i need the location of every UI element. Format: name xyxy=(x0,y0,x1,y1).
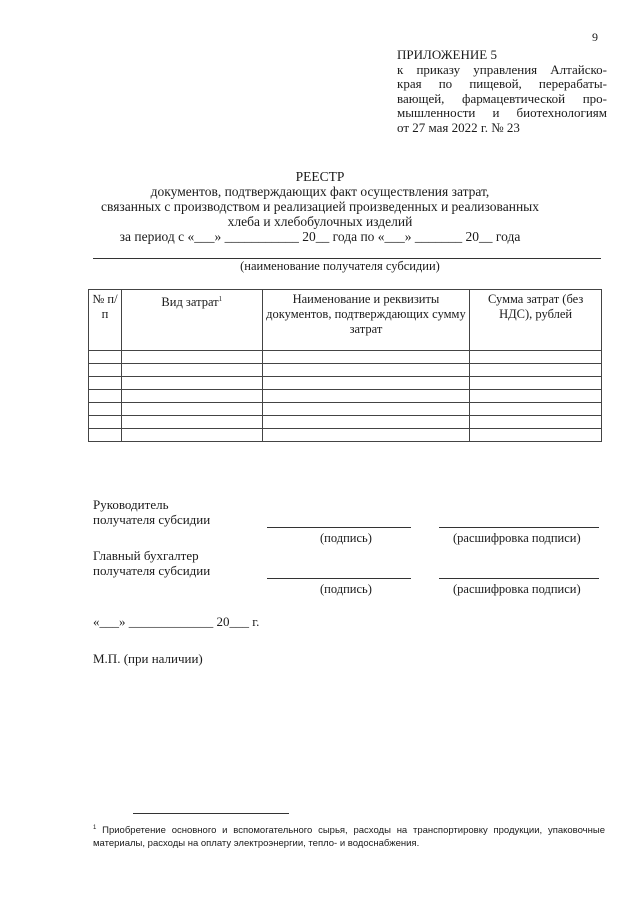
title-line: связанных с производством и реализацией произведенных и реализованных xyxy=(101,199,539,214)
head-label xyxy=(93,497,210,527)
appendix-line: края по пищевой, перерабаты- xyxy=(397,76,607,91)
table-header-row xyxy=(89,290,602,351)
stamp-label: М.П. (при наличии) xyxy=(93,651,203,666)
document-title xyxy=(0,169,640,244)
date-line: «___» _____________ 20___ г. xyxy=(93,614,260,629)
appendix-title: ПРИЛОЖЕНИЕ 5 xyxy=(397,47,497,62)
col-expense-type-label: Вид затрат xyxy=(161,295,219,310)
signature-caption: (подпись) xyxy=(320,531,372,545)
recipient-caption: (наименование получателя субсидии) xyxy=(240,259,440,273)
head-signature-line xyxy=(267,527,411,528)
appendix-line: вающей, фармацевтической про- xyxy=(397,90,607,106)
title-line: хлеба и хлебобулочных изделий xyxy=(227,214,413,229)
col-number-header: № п/п xyxy=(89,290,122,351)
table-row xyxy=(89,364,602,377)
table-row xyxy=(89,416,602,429)
col-documents-header: Наименование и реквизиты документов, подтверждающих сумму затрат xyxy=(262,290,470,351)
head-decryption-line xyxy=(439,527,599,528)
accountant-signature-line xyxy=(267,578,411,579)
title-heading: РЕЕСТР xyxy=(295,169,345,184)
head-label-line: Руководитель xyxy=(93,497,169,512)
appendix-block xyxy=(397,48,607,135)
accountant-label-line: Главный бухгалтер xyxy=(93,548,199,563)
footnote-text: Приобретение основного и вспомогательного сырья, расходы на транспортировку продукции, упаковочные материалы, расходы на оплату электроэнергии, тепло- и водоснабжения. xyxy=(93,825,605,850)
accountant-label xyxy=(93,548,210,578)
page-number: 9 xyxy=(592,30,598,44)
col-amount-header: Сумма затрат (без НДС), рублей xyxy=(470,290,602,351)
footnote-marker: 1 xyxy=(93,825,97,831)
footnote xyxy=(93,822,605,850)
appendix-line: от 27 мая 2022 г. № 23 xyxy=(397,119,520,135)
table-row xyxy=(89,351,602,364)
head-label-line: получателя субсидии xyxy=(93,512,211,527)
table-row xyxy=(89,429,602,442)
footnote-divider xyxy=(133,813,289,814)
appendix-line: к приказу управления Алтайско- xyxy=(397,61,607,77)
col-expense-type-header xyxy=(121,290,262,351)
title-line: документов, подтверждающих факт осуществления затрат, xyxy=(150,184,490,199)
title-period: за период с «___» ___________ 20__ года по «___» _______ 20__ года xyxy=(119,229,521,244)
table-row xyxy=(89,390,602,403)
appendix-line: мышленности и биотехнологиям xyxy=(397,105,607,120)
decryption-caption: (расшифровка подписи) xyxy=(453,531,581,545)
accountant-decryption-line xyxy=(439,578,599,579)
registry-table xyxy=(88,289,602,442)
decryption-caption: (расшифровка подписи) xyxy=(453,582,581,596)
footnote-ref: 1 xyxy=(218,295,223,303)
table-row xyxy=(89,403,602,416)
signature-caption: (подпись) xyxy=(320,582,372,596)
accountant-label-line: получателя субсидии xyxy=(93,563,211,578)
table-row xyxy=(89,377,602,390)
